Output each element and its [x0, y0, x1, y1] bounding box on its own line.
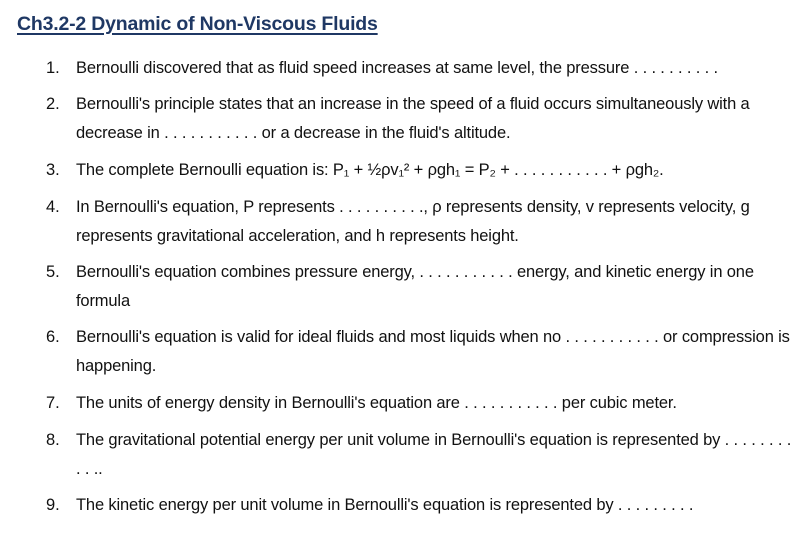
question-text: The gravitational potential energy per unit volume in Bernoulli's equation is represented by . . . . . . . . . . ..	[76, 431, 792, 478]
question-number: 1.	[46, 59, 60, 77]
question-text: The complete Bernoulli equation is: P₁ + ½ρv₁² + ρgh₁ = P₂ + . . . . . . . . . . . + ρgh₂.	[76, 161, 664, 179]
question-number: 5.	[46, 263, 60, 281]
question-text: Bernoulli's equation is valid for ideal fluids and most liquids when no . . . . . . . . . . . or compression is happening.	[76, 328, 790, 375]
question-text: In Bernoulli's equation, P represents . . . . . . . . . ., ρ represents density, v represents velocity, g represents gravitational acceleration, and h represents height.	[76, 198, 750, 245]
question-number: 7.	[46, 394, 60, 412]
question-number: 2.	[46, 95, 60, 113]
question-number: 8.	[46, 431, 60, 449]
question-text: Bernoulli discovered that as fluid speed increases at same level, the pressure . . . . . . . . . .	[76, 59, 718, 77]
question-text: Bernoulli's equation combines pressure energy, . . . . . . . . . . . energy, and kinetic energy in one formula	[76, 263, 754, 310]
question-text: The units of energy density in Bernoulli's equation are . . . . . . . . . . . per cubic meter.	[76, 394, 677, 412]
question-number: 4.	[46, 198, 60, 216]
page-title: Ch3.2-2 Dynamic of Non-Viscous Fluids	[17, 13, 378, 35]
question-number: 6.	[46, 328, 60, 346]
question-number: 3.	[46, 161, 60, 179]
question-number: 9.	[46, 496, 60, 514]
question-text: The kinetic energy per unit volume in Bernoulli's equation is represented by . . . . . . . . .	[76, 496, 694, 514]
question-text: Bernoulli's principle states that an increase in the speed of a fluid occurs simultaneously with a decrease in . . . . . . . . . . . or a decrease in the fluid's altitude.	[76, 95, 750, 142]
